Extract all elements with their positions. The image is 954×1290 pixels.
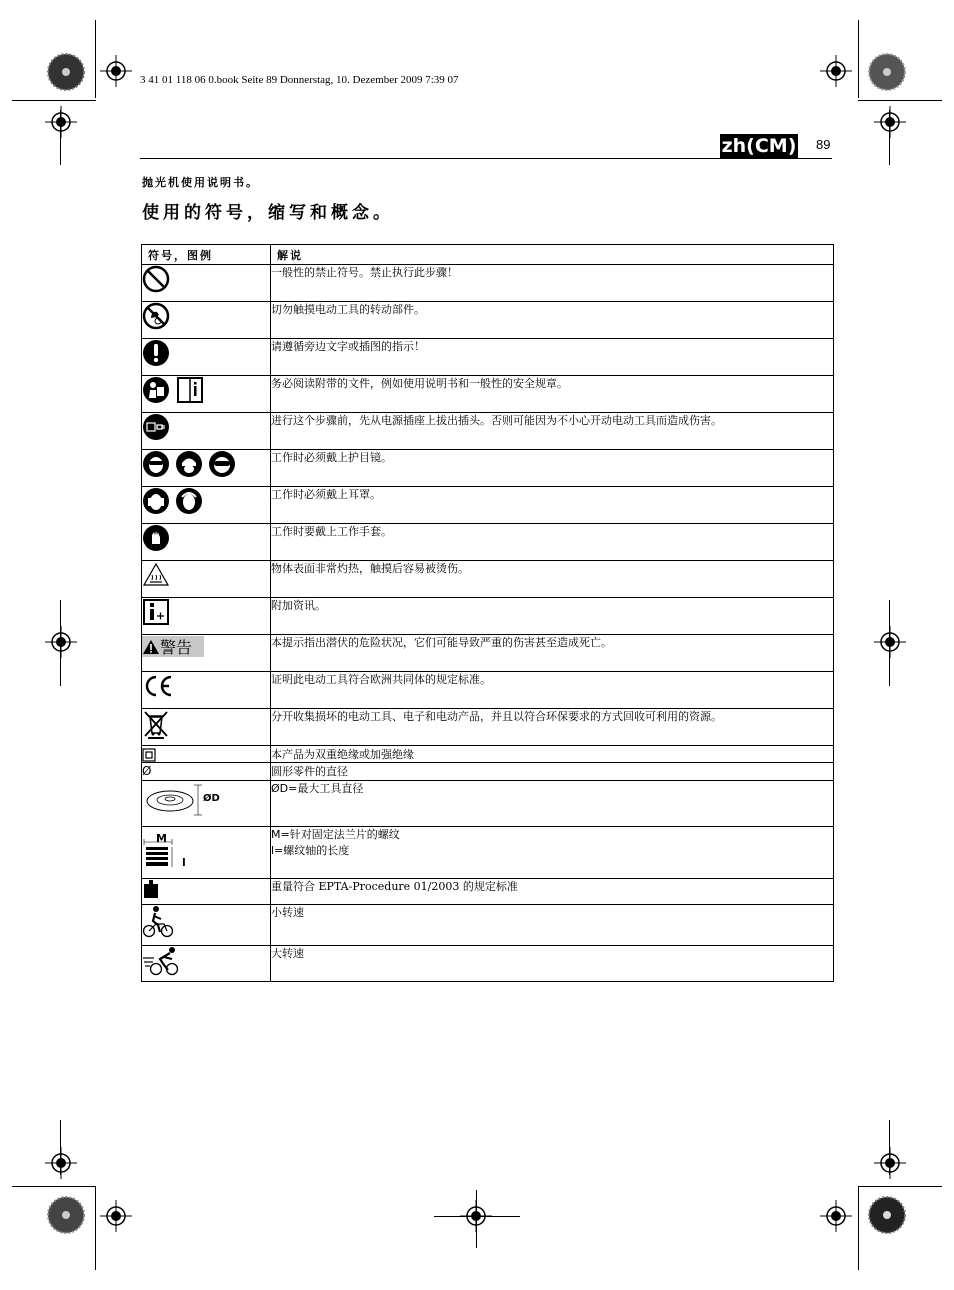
row-description: ØD=最大工具直径 (271, 781, 834, 827)
registration-mark-icon (874, 106, 906, 138)
table-row (142, 781, 834, 827)
registration-mark-icon (45, 1147, 77, 1179)
row-description: 工作时必须戴上耳罩。 (271, 487, 834, 524)
row-description: 切勿触摸电动工具的转动部件。 (271, 302, 834, 339)
color-target-icon (47, 53, 85, 91)
registration-mark-icon (45, 106, 77, 138)
table-row (142, 524, 834, 561)
row-description: 附加资讯。 (271, 598, 834, 635)
thread-l-label: l (182, 856, 186, 869)
row-description: 一般性的禁止符号。禁止执行此步骤！ (271, 265, 834, 302)
row-description: 务必阅读附带的文件，例如使用说明书和一般性的安全规章。 (271, 376, 834, 413)
registration-mark-icon (874, 1147, 906, 1179)
unplug-icon (142, 413, 170, 441)
row-description: 进行这个步骤前，先从电源插座上拔出插头。否则可能因为不小心开动电动工具而造成伤害。 (271, 413, 834, 450)
info-icon (142, 598, 170, 626)
thread-m-label: M (156, 832, 167, 845)
row-description-line-2: l=螺纹轴的长度 (271, 844, 350, 857)
row-description: 证明此电动工具符合欧洲共同体的规定标准。 (271, 672, 834, 709)
hot-surface-icon (142, 561, 170, 589)
column-header-symbol: 符号，图例 (142, 245, 271, 265)
row-description: 物体表面非常灼热，触摸后容易被烫伤。 (271, 561, 834, 598)
registration-mark-icon (100, 1200, 132, 1232)
table-row (142, 746, 834, 763)
page-number: 89 (816, 137, 831, 152)
table-header-row (142, 245, 834, 265)
table-row (142, 376, 834, 413)
ear-protection-icon (142, 487, 170, 515)
gloves-icon (142, 524, 170, 552)
table-row (142, 946, 834, 982)
table-row (142, 450, 834, 487)
registration-mark-icon (820, 55, 852, 87)
warning-label (142, 636, 204, 657)
warning-triangle-icon (142, 639, 160, 655)
table-row (142, 265, 834, 302)
registration-mark-icon (45, 626, 77, 658)
prohibition-icon (142, 265, 170, 293)
row-description: M=针对固定法兰片的螺纹 (271, 828, 400, 841)
weight-icon (142, 879, 160, 899)
color-target-icon (868, 53, 906, 91)
warning-label-text: 警告 (160, 638, 193, 657)
registration-mark-icon (820, 1200, 852, 1232)
table-row (142, 561, 834, 598)
manual-subtitle: 抛光机使用说明书。 (142, 176, 259, 189)
registration-mark-icon (100, 55, 132, 87)
table-row (142, 302, 834, 339)
low-speed-icon (142, 905, 174, 939)
table-row (142, 879, 834, 905)
row-description: 分开收集损坏的电动工具、电子和电动产品，并且以符合环保要求的方式回收可利用的资源。 (271, 709, 834, 746)
safety-goggles-icon (208, 450, 236, 478)
table-row (142, 827, 834, 879)
page-title: 使用的符号，缩写和概念。 (142, 203, 394, 223)
table-row (142, 487, 834, 524)
earmuffs-icon (175, 487, 203, 515)
table-row (142, 905, 834, 946)
read-manual-icon (142, 376, 170, 404)
row-description: 小转速 (271, 905, 834, 946)
book-info-line: 3 41 01 118 06 0.book Seite 89 Donnerstag, 10. Dezember 2009 7:39 07 (140, 74, 459, 86)
table-row (142, 598, 834, 635)
table-row (142, 635, 834, 672)
weee-bin-icon (142, 709, 170, 739)
manual-book-icon (175, 376, 205, 404)
row-description: 工作时必须戴上护目镜。 (271, 450, 834, 487)
max-diameter-label: ØD (203, 793, 220, 804)
eye-protection-icon (142, 450, 170, 478)
row-description: 工作时要戴上工作手套。 (271, 524, 834, 561)
language-badge: zh(CM) (721, 135, 797, 157)
table-row (142, 763, 834, 781)
ce-mark-icon (142, 672, 174, 700)
registration-mark-icon (874, 626, 906, 658)
color-target-icon (868, 1196, 906, 1234)
face-shield-icon (175, 450, 203, 478)
row-description: 大转速 (271, 946, 834, 982)
high-speed-icon (142, 946, 180, 976)
row-description: 重量符合 EPTA-Procedure 01/2003 的规定标准 (271, 879, 834, 905)
diameter-symbol: Ø (142, 764, 152, 778)
row-description: 圆形零件的直径 (271, 763, 834, 781)
header-rule (140, 158, 832, 159)
color-target-icon (47, 1196, 85, 1234)
table-row (142, 339, 834, 376)
table-row (142, 672, 834, 709)
attention-icon (142, 339, 170, 367)
table-row (142, 709, 834, 746)
table-row (142, 413, 834, 450)
symbols-table (141, 244, 834, 982)
column-header-description: 解说 (271, 245, 834, 265)
row-description: 本提示指出潜伏的危险状况，它们可能导致严重的伤害甚至造成死亡。 (271, 635, 834, 672)
double-insulation-icon (142, 748, 156, 762)
no-touch-rotating-parts-icon (142, 302, 170, 330)
row-description: 本产品为双重绝缘或加强绝缘 (271, 746, 834, 763)
row-description: 请遵循旁边文字或插图的指示！ (271, 339, 834, 376)
